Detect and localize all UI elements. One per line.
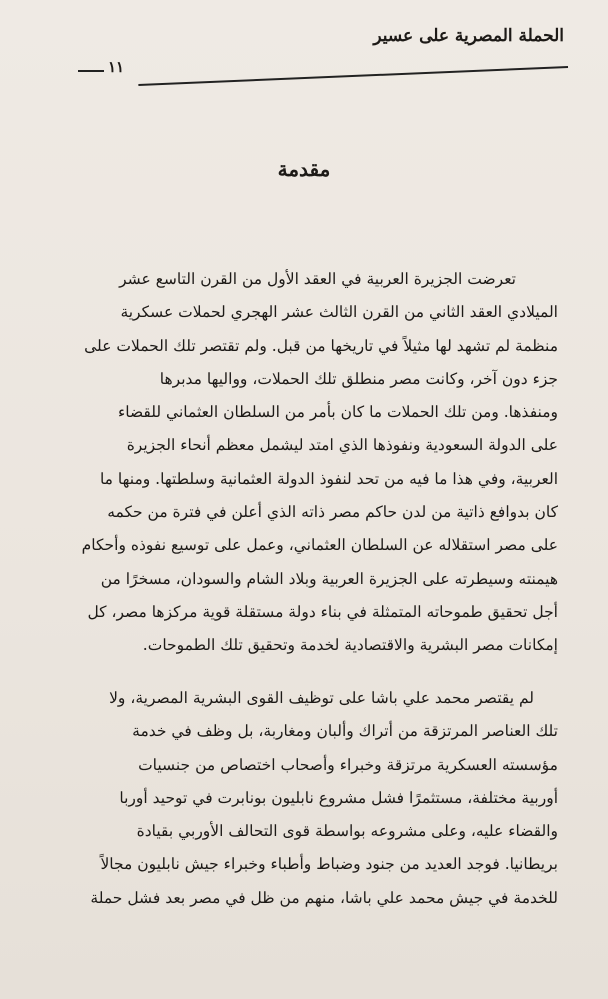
text-line: كان بدوافع ذاتية من لدن حاكم مصر ذاته الذي أعلن في فترة من حكمه [107,503,558,522]
text-line: مؤسسته العسكرية مرتزقة وخبراء وأصحاب اختصاص من جنسيات [138,755,558,774]
text-line: إمكانات مصر البشرية والاقتصادية لخدمة وتحقيق تلك الطموحات. [142,636,558,655]
text-line: أجل تحقيق طموحاته المتمثلة في بناء دولة مستقلة قوية مركزها مصر، كل [87,602,558,621]
text-line: على الدولة السعودية ونفوذها الذي امتد ليشمل معظم أنحاء الجزيرة [126,436,558,455]
page-number: ١١ [108,58,125,76]
paragraph-2 [58,682,558,915]
text-line: جزء دون آخر، وكانت مصر منطلق تلك الحملات، وواليها مدبرها [159,369,558,388]
running-header-title: الحملة المصرية على عسير [373,26,564,46]
paragraph-1 [58,263,558,663]
text-line: ومنفذها. ومن تلك الحملات ما كان بأمر من السلطان العثماني للقضاء [117,403,558,422]
text-line: العربية، وفي هذا ما فيه من تحد لنفوذ الدولة العثمانية وسلطتها. ومنها ما [99,469,558,488]
text-line: على مصر استقلاله عن السلطان العثماني، وعمل على توسيع نفوذه وأحكام [81,536,558,555]
text-line: والقضاء عليه، وعلى مشروعه بواسطة قوى التحالف الأوربي بقيادة [136,822,558,841]
text-line: لم يقتصر محمد علي باشا على توظيف القوى البشرية المصرية، ولا [109,689,534,707]
text-line: منظمة لم تشهد لها مثيلاً في تاريخها من قبل. ولم تقتصر تلك الحملات على [84,336,558,355]
section-title: مقدمة [277,157,331,181]
header-rule [138,66,568,86]
text-line: تعرضت الجزيرة العربية في العقد الأول من القرن التاسع عشر [119,270,516,288]
text-line: بريطانيا. فوجد العديد من جنود وضباط وأطباء وخبراء جيش نابليون مجالاً [100,855,558,874]
text-line: الميلادي العقد الثاني من القرن الثالث عشر الهجري لحملات عسكرية [120,303,558,322]
text-line: هيمنته وسيطرته على الجزيرة العربية وبلاد الشام والسودان، مسخرًا من [100,569,558,588]
text-line: أوربية مختلفة، مستثمرًا فشل مشروع نابليون بونابرت في توحيد أوربا [119,788,558,807]
text-line: تلك العناصر المرتزقة من أتراك وألبان ومغاربة، بل وظف في خدمة [132,722,558,741]
header-rule-left [78,70,104,72]
text-line: للخدمة في جيش محمد علي باشا، منهم من ظل في مصر بعد فشل حملة [90,888,558,907]
